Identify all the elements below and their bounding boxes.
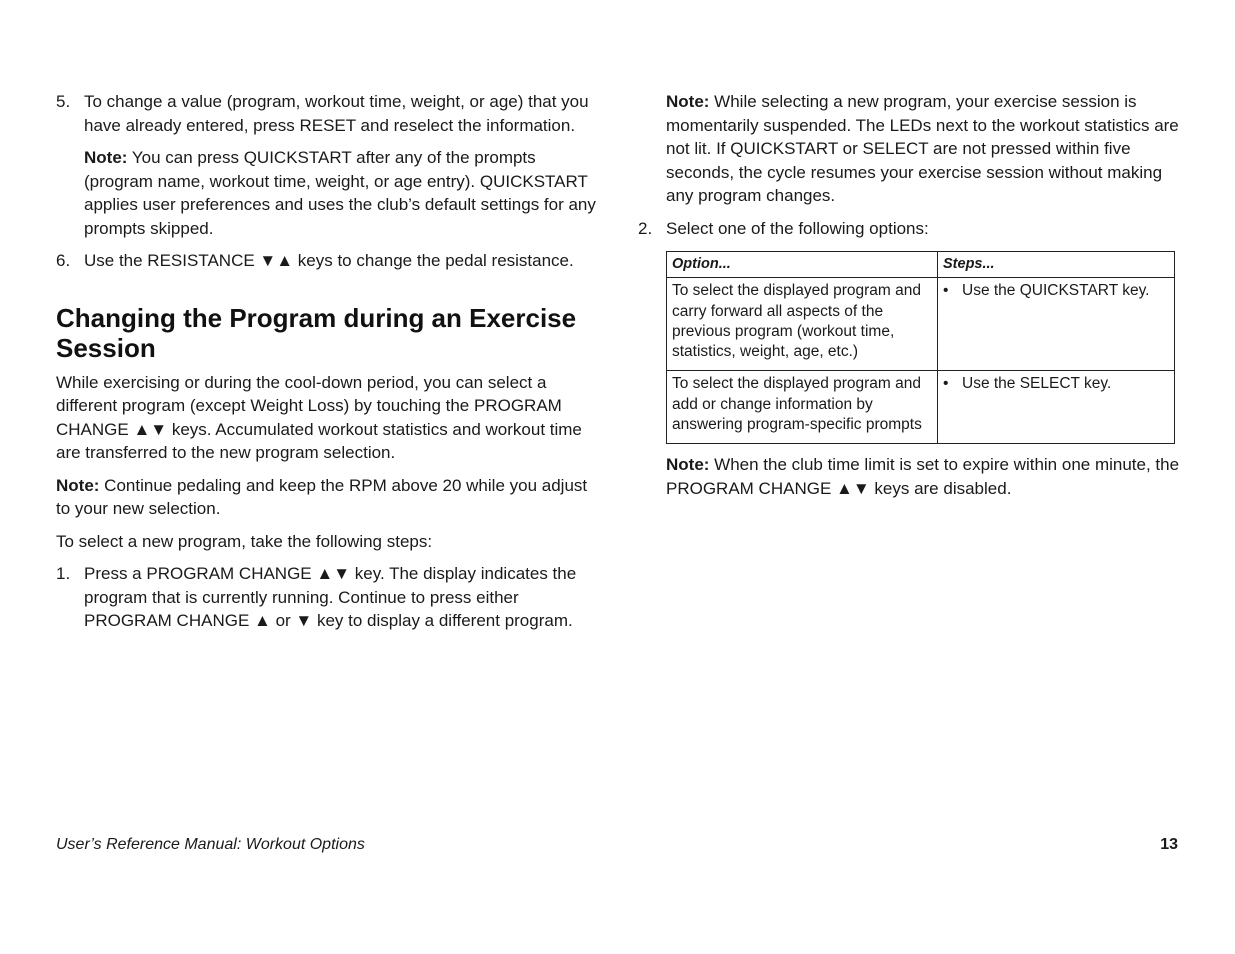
- table-row: [667, 278, 1175, 371]
- note-text: When the club time limit is set to expire within one minute, the PROGRAM CHANGE ▲▼ keys are disabled.: [666, 455, 1180, 498]
- table-header-row: [667, 252, 1175, 278]
- steps-cell: [938, 278, 1175, 371]
- intro-paragraph: While exercising or during the cool-down period, you can select a different program (except Weight Loss) by touching the PROGRAM CHANGE ▲▼ keys. Accumulated workout statistics and workout time are transferred to the new program selection.: [56, 372, 582, 462]
- step-6: [56, 249, 601, 273]
- table-header-option: Option...: [667, 252, 938, 278]
- note-label: Note:: [666, 455, 710, 475]
- bullet: •: [943, 282, 949, 300]
- table-header-steps: Steps...: [938, 252, 1175, 278]
- note-time-limit: [666, 453, 1183, 500]
- note-text: While selecting a new program, your exercise session is momentarily suspended. The LEDs next to the workout statistics are not lit. If QUICKSTART or SELECT are not pressed within five seconds, the cycle resumes your exercise session without making any program changes.: [666, 92, 1179, 205]
- step-5: [56, 90, 601, 137]
- step-number: 5.: [56, 92, 71, 111]
- section-heading: Changing the Program during an Exercise Session: [56, 302, 577, 363]
- left-column: [56, 90, 601, 633]
- steps-cell: [938, 371, 1175, 444]
- step-text: Press a PROGRAM CHANGE ▲▼ key. The display indicates the program that is currently running. Continue to press either PROGRAM CHANGE ▲ or ▼ key to display a different program.: [84, 564, 577, 630]
- bullet: •: [943, 375, 949, 393]
- step-2: [638, 217, 1183, 241]
- steps-intro: To select a new program, take the following steps:: [56, 531, 433, 551]
- note-label: Note:: [84, 148, 128, 167]
- note-label: Note:: [666, 92, 710, 111]
- note-text: You can press QUICKSTART after any of the prompts (program name, workout time, weight, or age entry). QUICKSTART applies user preferences and uses the club’s default settings for any prompts skipped.: [84, 148, 596, 238]
- step-number: 1.: [56, 564, 71, 583]
- option-cell: To select the displayed program and add or change information by answering program-specific prompts: [667, 371, 938, 444]
- table-row: [667, 371, 1175, 444]
- note-pedaling: [56, 474, 601, 521]
- note-label: Note:: [56, 475, 100, 495]
- step-1: [56, 562, 601, 633]
- right-column: [638, 90, 1183, 500]
- step-text: Use the QUICKSTART key.: [962, 282, 1150, 300]
- note-text: Continue pedaling and keep the RPM above 20 while you adjust to your new selection.: [56, 475, 588, 518]
- footer-title: User’s Reference Manual: Workout Options: [56, 836, 365, 853]
- options-table: [666, 251, 1175, 444]
- step-text: Use the RESISTANCE ▼▲ keys to change the pedal resistance.: [84, 251, 574, 270]
- step-text: To change a value (program, workout time, weight, or age) that you have already entered, press RESET and reselect the information.: [84, 92, 589, 135]
- step-text: Select one of the following options:: [666, 218, 929, 238]
- page-number: 13: [1160, 836, 1178, 853]
- step-text: Use the SELECT key.: [962, 375, 1112, 393]
- option-cell: To select the displayed program and carry forward all aspects of the previous program (workout time, statistics, weight, age, etc.): [667, 278, 938, 371]
- step-number: 6.: [56, 251, 71, 270]
- note-quickstart: [84, 146, 601, 240]
- step-number: 2.: [638, 218, 653, 238]
- note-suspended: [666, 90, 1183, 208]
